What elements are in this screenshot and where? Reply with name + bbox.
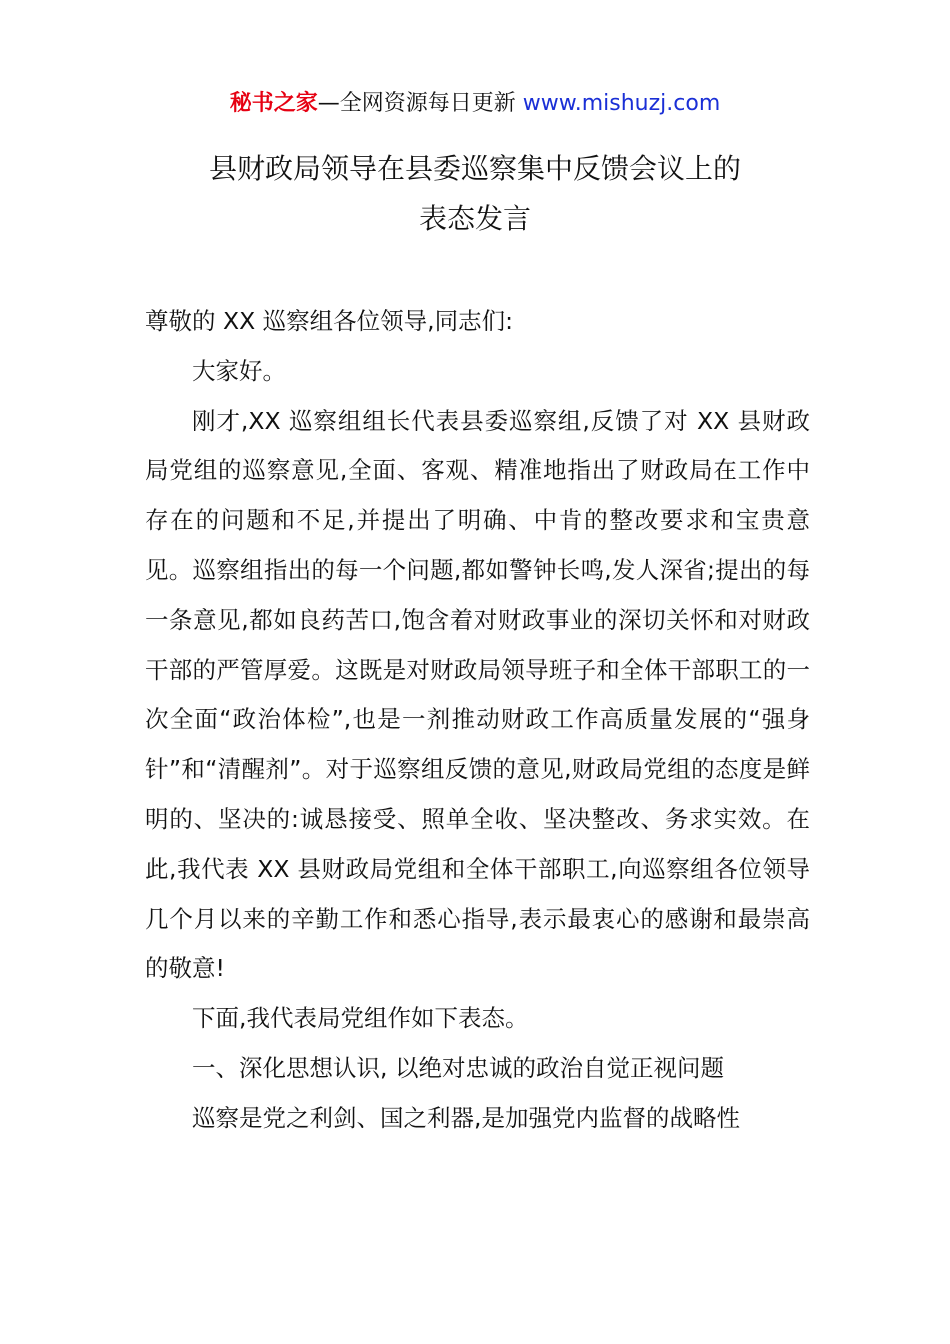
document-title <box>0 144 950 244</box>
section-heading-1: 一、深化思想认识, 以绝对忠诚的政治自觉正视问题 <box>192 1053 724 1082</box>
header-tagline: —全网资源每日更新 <box>317 91 523 116</box>
title-line-2: 表态发言 <box>418 202 531 235</box>
body-paragraph-1: 刚才,XX 巡察组组长代表县委巡察组,反馈了对 XX 县财政局党组的巡察意见,全面、客观、精准地指出了财政局在工作中存在的问题和不足,并提出了明确、中肯的整改要求和宝贵意见。巡察组指出的每一个问题,都如警钟长鸣,发人深省;提出的每一条意见,都如良药苦口,饱含着对财政事业的深切关怀和对财政干部的严管厚爱。这既是对财政局领导班子和全体干部职工的一次全面“政治体检”,也是一剂推动财政工作高质量发展的“强身针”和“清醒剂”。对于巡察组反馈的意见,财政局党组的态度是鲜明的、坚决的:诚恳接受、照单全收、坚决整改、务求实效。在此,我代表 XX 县财政局党组和全体干部职工,向巡察组各位领导几个月以来的辛勤工作和悉心指导,表示最衷心的感谢和最崇高的敬意! <box>145 406 810 983</box>
body-paragraph-2: 下面,我代表局党组作如下表态。 <box>192 1004 529 1033</box>
site-link[interactable]: www.mishuzj.com <box>522 91 721 116</box>
greeting: 大家好。 <box>192 356 286 385</box>
site-header <box>0 88 950 120</box>
brand-name: 秘书之家 <box>229 91 318 116</box>
body-paragraph-3: 巡察是党之利剑、国之利器,是加强党内监督的战略性 <box>192 1103 740 1132</box>
document-body <box>145 297 810 1144</box>
title-line-1: 县财政局领导在县委巡察集中反馈会议上的 <box>208 152 741 185</box>
salutation: 尊敬的 XX 巡察组各位领导,同志们: <box>145 307 514 335</box>
